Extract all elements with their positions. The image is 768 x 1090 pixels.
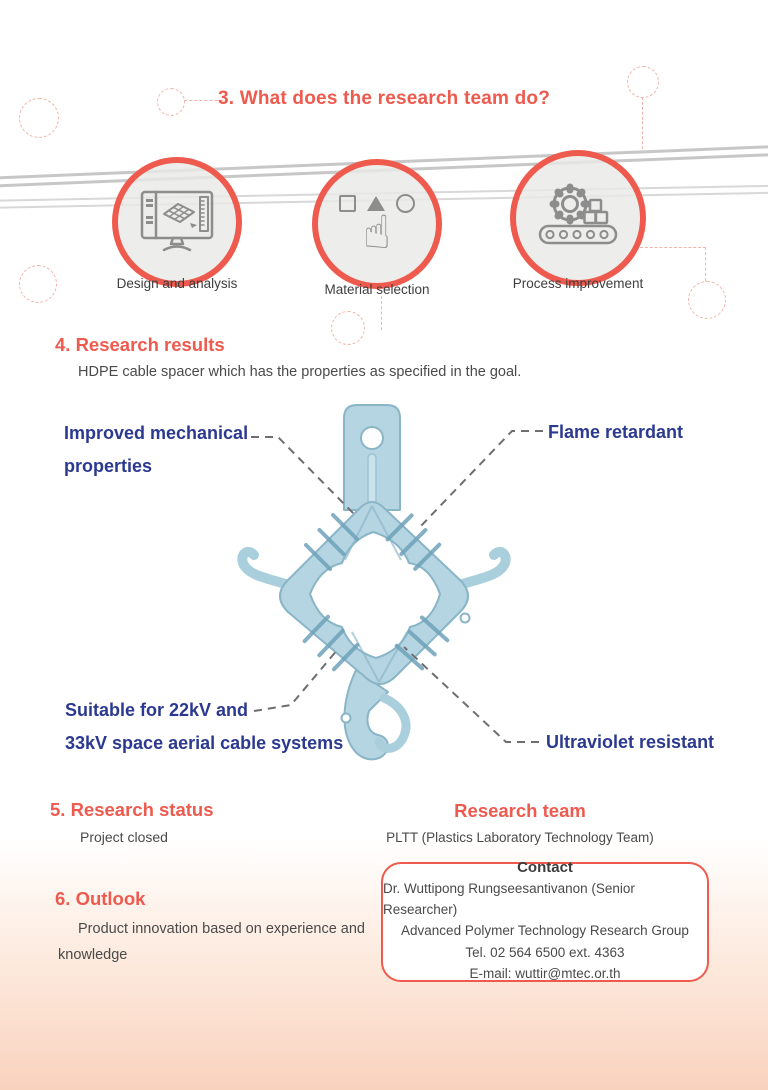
outlook-body: Product innovation based on experience and knowledge [58,921,365,963]
outlook-heading: 6. Outlook [55,888,146,909]
shapes-hand-select-icon [327,194,427,259]
decor-dashed-line [640,247,706,248]
square-shape-icon [339,195,356,212]
page-title: 3. What does the research team do? [218,88,550,109]
decor-dashed-circle [331,311,365,345]
process-circle-material [312,159,442,289]
process-circle-improvement [510,150,646,286]
results-heading: 4. Research results [55,334,225,355]
process-label-material: Material selection [324,282,430,297]
callout-ultraviolet: Ultraviolet resistant [546,732,715,752]
callout-flame-retardant: Flame retardant [548,422,684,442]
gear-conveyor-icon [536,178,620,258]
leader-line-suitable-22kv [254,649,338,711]
spiral-coils [305,515,448,669]
hand-pointer-icon: ☝ [362,204,391,259]
contact-group: Advanced Polymer Technology Research Group [401,923,689,939]
contact-heading: Contact [517,859,573,877]
contact-box [381,859,709,982]
leader-line-flame-retardant [418,431,543,529]
circle-shape-icon [396,194,415,213]
status-body: Project closed [80,829,168,845]
leader-line-improved-mechanical [251,437,356,516]
callout-suitable-2: 33kV space aerial cable systems [65,733,344,753]
results-body: HDPE cable spacer which has the properties as specified in the goal. [78,364,522,380]
process-circle-design [112,157,242,287]
callout-improved-mechanical-2: properties [64,456,153,476]
decor-dashed-line [381,296,382,330]
decor-dashed-circle [19,265,57,303]
leader-line-ultraviolet [404,647,539,742]
contact-email: E-mail: wuttir@mtec.or.th [469,966,621,982]
research-team-block [355,800,685,845]
process-label-design: Design and analysis [116,276,238,291]
monitor-design-icon [140,190,214,254]
callout-suitable-1: Suitable for 22kV and [65,700,249,720]
status-heading: 5. Research status [50,799,214,820]
callout-improved-mechanical-1: Improved mechanical [64,423,249,443]
process-label-improvement: Process improvement [512,276,644,291]
decor-dashed-line [705,247,706,281]
contact-phone: Tel. 02 564 6500 ext. 4363 [465,944,625,960]
decor-dashed-circle [688,281,726,319]
team-heading: Research team [454,800,586,821]
team-body: PLTT (Plastics Laboratory Technology Team) [386,830,654,845]
contact-researcher: Dr. Wuttipong Rungseesantivanon (Senior Researcher) [383,881,635,917]
